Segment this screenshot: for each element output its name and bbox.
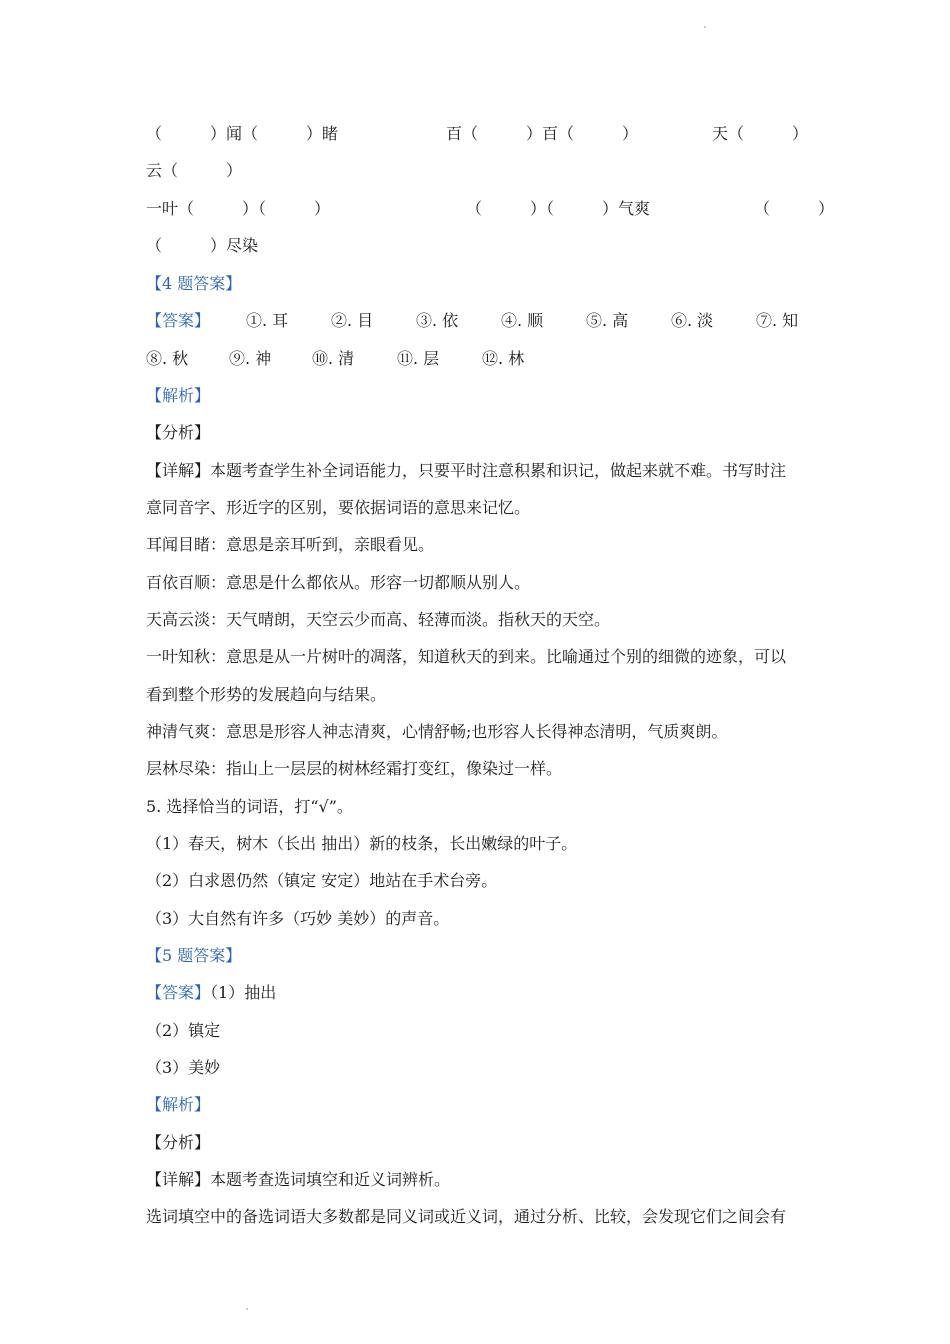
explanation-line: 看到整个形势的发展趋向与结果。 xyxy=(146,685,387,704)
q5-detail: 【详解】本题考查选词填空和近义词辨析。 xyxy=(146,1170,451,1189)
answer-item: ②. 目 xyxy=(331,311,374,330)
answer-item: ⑪. 层 xyxy=(397,349,440,368)
answer-item: ⑦. 知 xyxy=(756,311,799,330)
answer-item: ⑧. 秋 xyxy=(146,349,189,368)
q5-item: （3）大自然有许多（巧妙 美妙）的声音。 xyxy=(146,909,450,928)
q4-fenxi: 【分析】 xyxy=(146,423,211,442)
answer-item: ⑥. 淡 xyxy=(671,311,714,330)
decorative-dot xyxy=(246,1308,248,1310)
answer-item: ⑫. 林 xyxy=(482,349,525,368)
explanation-line: 层林尽染：指山上一层层的树林经霜打变红，像染过一样。 xyxy=(146,759,563,778)
fill-item: 百（ ）百（ ） xyxy=(446,124,639,143)
q5-last-line: 选词填空中的备选词语大多数都是同义词或近义词，通过分析、比较，会发现它们之间会有 xyxy=(146,1207,787,1226)
q4-answer-heading: 【4 题答案】 xyxy=(146,274,242,293)
answer-item: ⑨. 神 xyxy=(229,349,272,368)
answer-item: ⑩. 清 xyxy=(312,349,355,368)
explanation-line: 耳闻目睹：意思是亲耳听到，亲眼看见。 xyxy=(146,535,435,554)
q4-detail-line-1: 【详解】本题考查学生补全词语能力，只要平时注意积累和识记，做起来就不难。书写时注 xyxy=(146,461,787,480)
q5-answer-item: （3）美妙 xyxy=(146,1058,221,1077)
fill-item: （ ） xyxy=(754,199,835,218)
q5-answer-heading: 【5 题答案】 xyxy=(146,946,242,965)
fill-row-2-cont: （ ）尽染 xyxy=(146,236,259,255)
q5-answer-line-1 xyxy=(146,983,276,1003)
q5-answer-item: （2）镇定 xyxy=(146,1021,221,1040)
q4-analysis-heading: 【解析】 xyxy=(146,386,211,405)
fill-item: 一叶（ ）（ ） xyxy=(146,199,331,218)
answer-item: ③. 依 xyxy=(416,311,459,330)
explanation-line: 百依百顺：意思是什么都依从。形容一切都顺从别人。 xyxy=(146,573,531,592)
explanation-line: 神清气爽：意思是形容人神志清爽，心情舒畅;也形容人长得神态清明，气质爽朗。 xyxy=(146,722,728,741)
q5-item: （2）白求恩仍然（镇定 安定）地站在手术台旁。 xyxy=(146,871,498,890)
q5-item: （1）春天，树木（长出 抽出）新的枝条，长出嫩绿的叶子。 xyxy=(146,834,578,853)
explanation-line: 一叶知秋：意思是从一片树叶的凋落，知道秋天的到来。比喻通过个别的细微的迹象，可以 xyxy=(146,647,787,666)
q5-analysis-heading: 【解析】 xyxy=(146,1095,211,1114)
q5-fenxi: 【分析】 xyxy=(146,1133,211,1152)
q5-question: 5. 选择恰当的词语，打“√”。 xyxy=(146,797,353,816)
answer-label: 【答案】 xyxy=(146,311,211,330)
q4-detail-line-2: 意同音字、形近字的区别，要依据词语的意思来记忆。 xyxy=(146,498,531,517)
answer-item: ④. 顺 xyxy=(501,311,544,330)
explanation-line: 天高云淡：天气晴朗，天空云少而高、轻薄而淡。指秋天的天空。 xyxy=(146,610,611,629)
fill-row-1-cont: 云（ ） xyxy=(146,161,243,180)
fill-item: （ ）（ ）气爽 xyxy=(466,199,651,218)
decorative-dot xyxy=(704,26,706,28)
fill-item: （ ）闻（ ）睹 xyxy=(146,124,339,143)
answer-item: ⑤. 高 xyxy=(586,311,629,330)
answer-label: 【答案】 xyxy=(146,983,211,1002)
answer-item: （1）抽出 xyxy=(210,983,277,1002)
fill-item: 天（ ） xyxy=(712,124,809,143)
answer-item: ①. 耳 xyxy=(246,311,289,330)
